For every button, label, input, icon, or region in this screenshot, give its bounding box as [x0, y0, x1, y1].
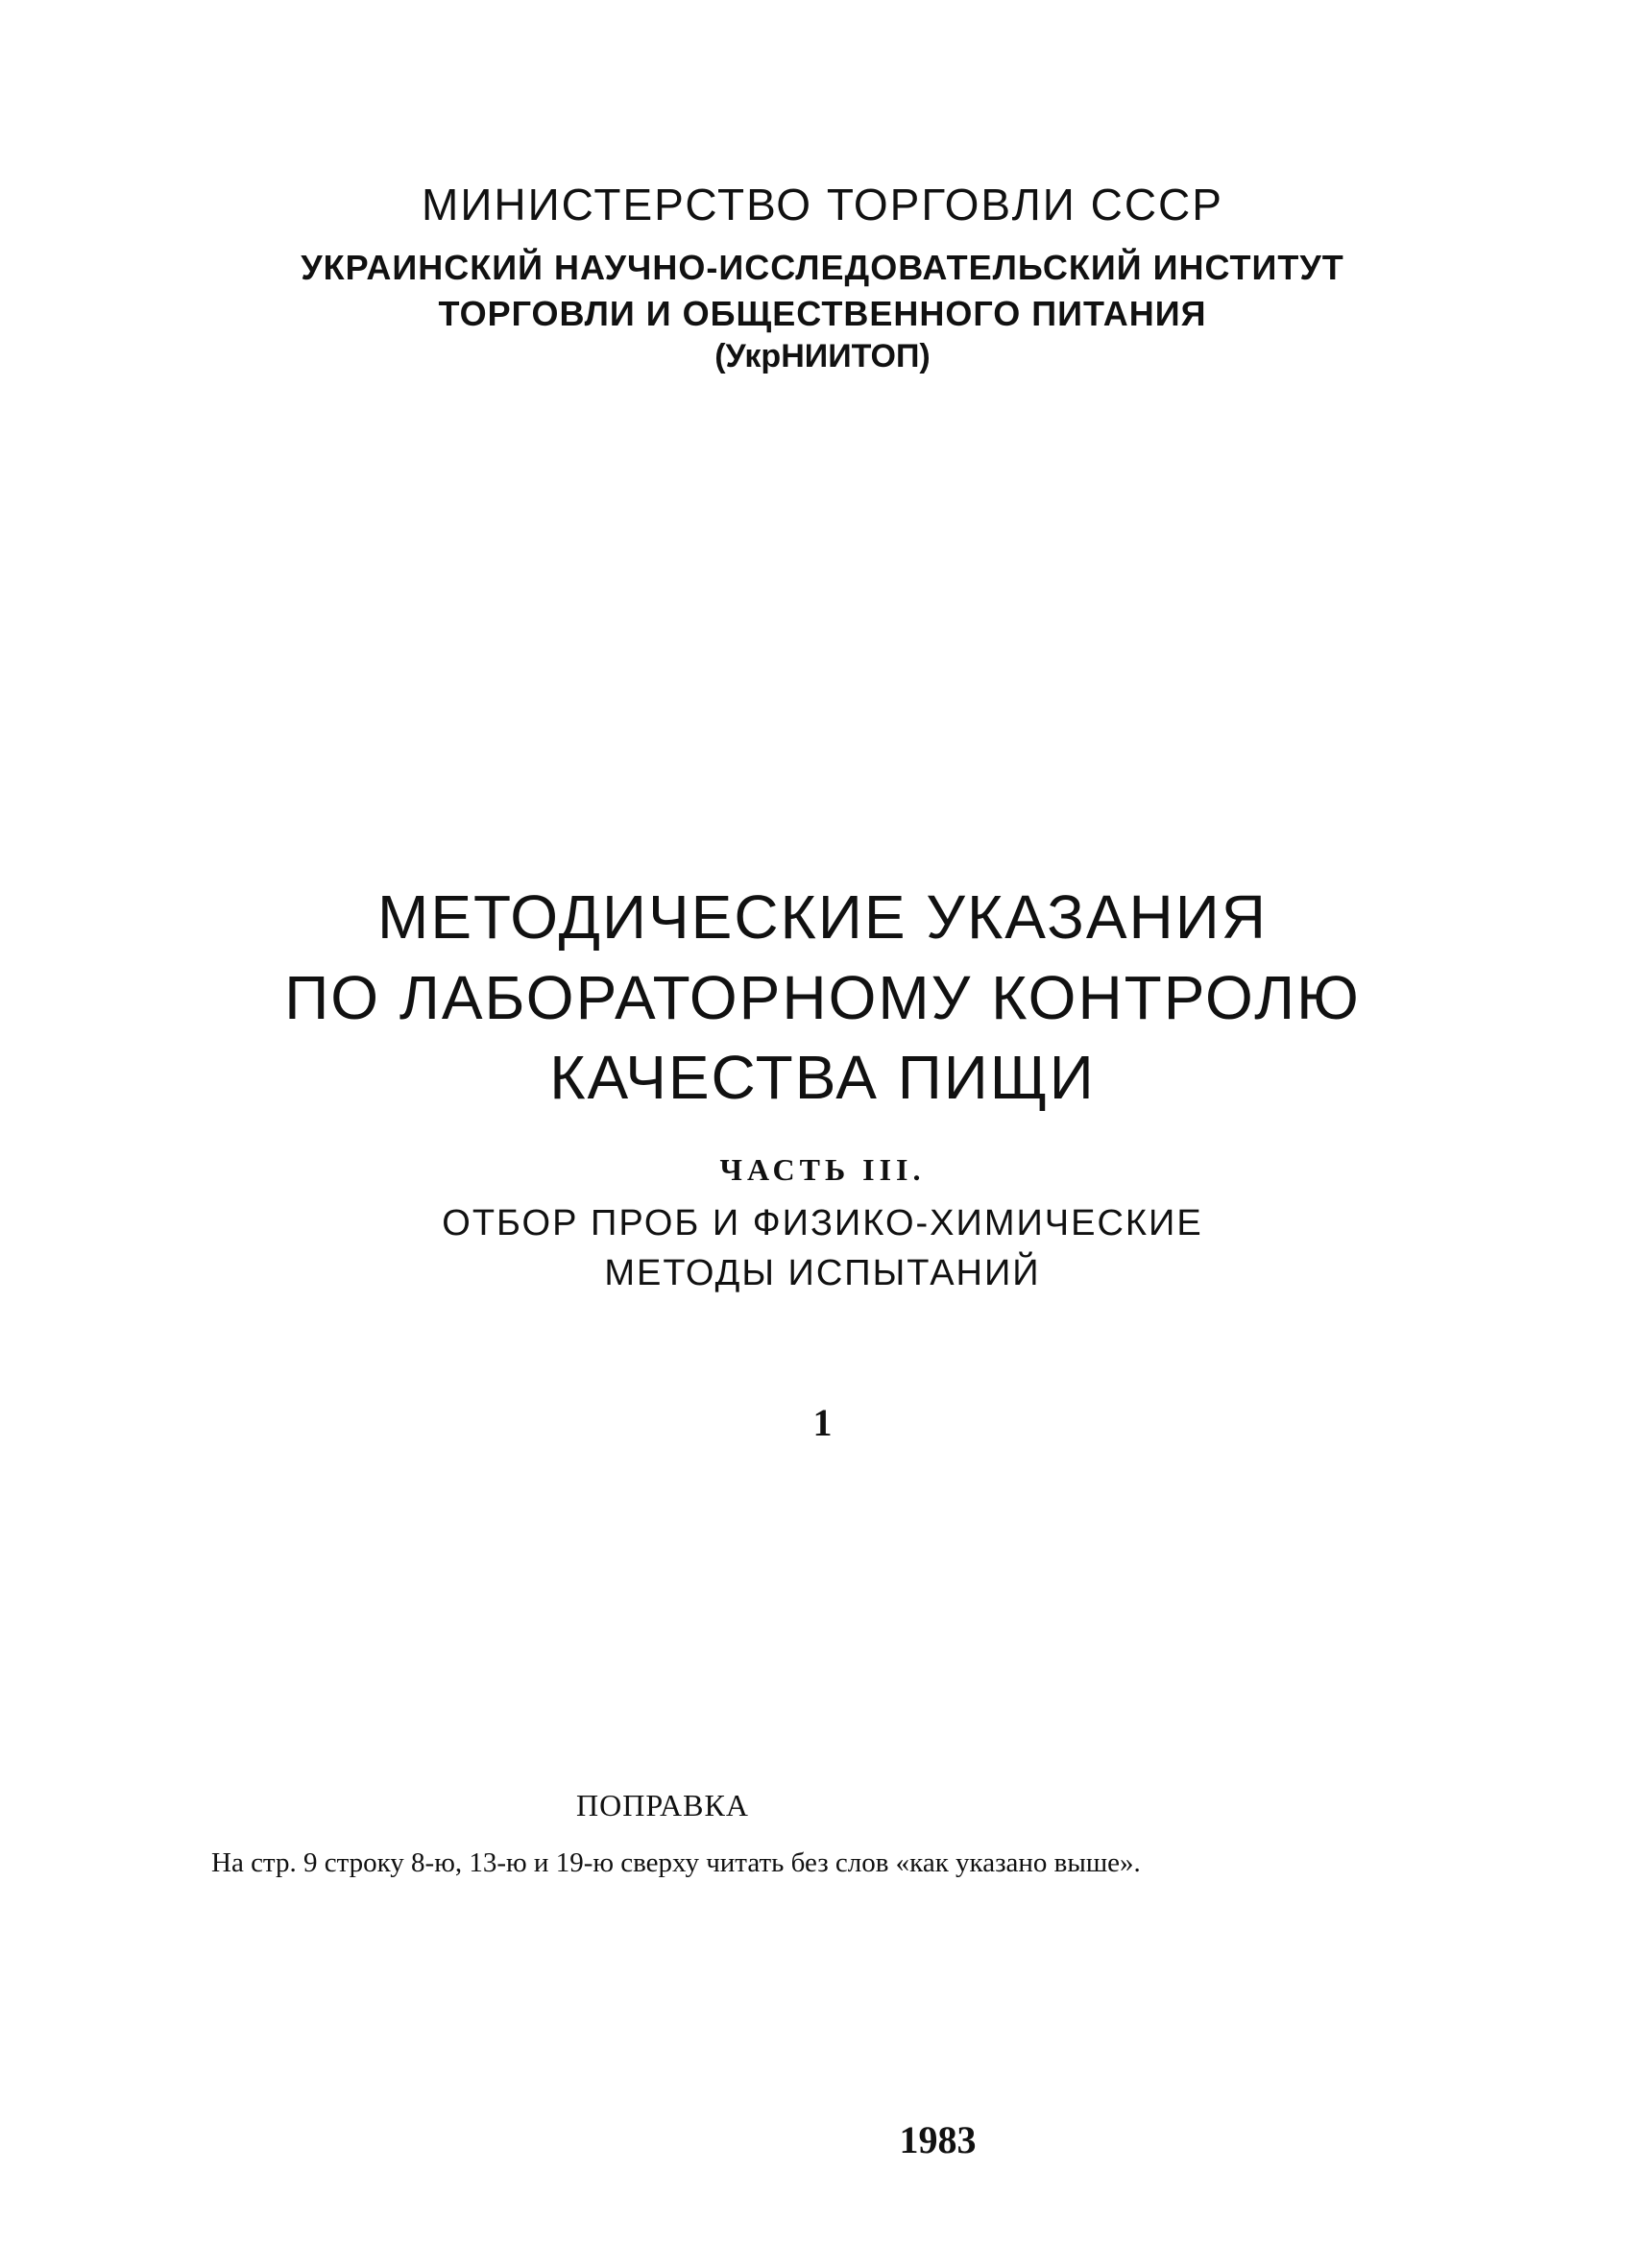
- publication-year: 1983: [899, 2118, 977, 2161]
- institute-name-line1: УКРАИНСКИЙ НАУЧНО-ИССЛЕДОВАТЕЛЬСКИЙ ИНСТИТУТ: [301, 248, 1344, 287]
- part-label: ЧАСТЬ III.: [719, 1152, 926, 1187]
- institute-abbreviation: (УкрНИИТОП): [714, 338, 931, 374]
- part-subtitle-line1: ОТБОР ПРОБ И ФИЗИКО-ХИМИЧЕСКИЕ: [442, 1203, 1203, 1243]
- volume-number: 1: [812, 1401, 833, 1444]
- document-title-line1: МЕТОДИЧЕСКИЕ УКАЗАНИЯ: [377, 882, 1268, 952]
- ministry-name: МИНИСТЕРСТВО ТОРГОВЛИ СССР: [422, 180, 1223, 229]
- document-title-line2: ПО ЛАБОРАТОРНОМУ КОНТРОЛЮ: [284, 963, 1361, 1032]
- document-title-line3: КАЧЕСТВА ПИЩИ: [549, 1043, 1096, 1112]
- correction-text: На стр. 9 строку 8-ю, 13-ю и 19-ю сверху читать без слов «как указано выше».: [211, 1847, 1141, 1878]
- correction-heading: ПОПРАВКА: [576, 1788, 749, 1822]
- institute-name-line2: ТОРГОВЛИ И ОБЩЕСТВЕННОГО ПИТАНИЯ: [438, 294, 1207, 333]
- part-subtitle-line2: МЕТОДЫ ИСПЫТАНИЙ: [604, 1253, 1041, 1293]
